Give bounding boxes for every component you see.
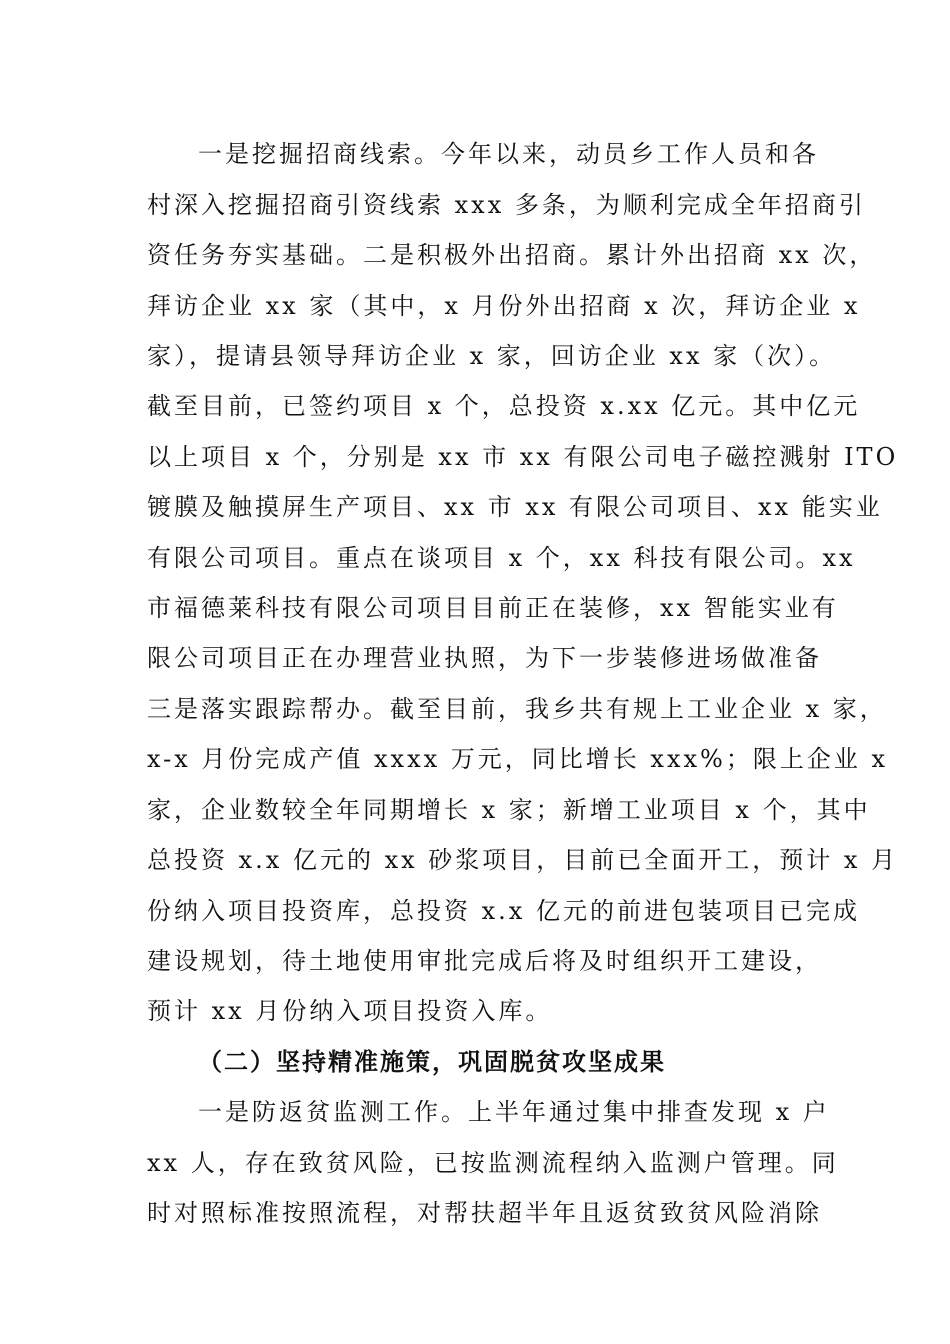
paragraph-line: 以上项目 x 个，分别是 xx 市 xx 有限公司电子磁控溅射 ITO	[147, 443, 899, 471]
paragraph-line: 一是防返贫监测工作。上半年通过集中排查发现 x 户	[198, 1098, 830, 1126]
paragraph-line: xx 人，存在致贫风险，已按监测流程纳入监测户管理。同	[147, 1149, 839, 1177]
paragraph-line: 市福德莱科技有限公司项目目前正在装修，xx 智能实业有	[147, 594, 839, 622]
paragraph-line: x-x 月份完成产值 xxxx 万元，同比增长 xxx%；限上企业 x	[147, 745, 888, 773]
paragraph-line: 有限公司项目。重点在谈项目 x 个，xx 科技有限公司。xx	[147, 544, 856, 572]
paragraph-line: 预计 xx 月份纳入项目投资入库。	[147, 997, 553, 1025]
paragraph-line: 三是落实跟踪帮办。截至目前，我乡共有规上工业企业 x 家，	[147, 695, 887, 723]
paragraph-line: 家，企业数较全年同期增长 x 家；新增工业项目 x 个，其中	[147, 796, 871, 824]
paragraph-line: 镀膜及触摸屏生产项目、xx 市 xx 有限公司项目、xx 能实业	[147, 493, 883, 521]
paragraph-line: 家），提请县领导拜访企业 x 家，回访企业 xx 家（次）。	[147, 342, 837, 370]
paragraph-line: 份纳入项目投资库，总投资 x.x 亿元的前进包装项目已完成	[147, 897, 860, 925]
paragraph-line: 村深入挖掘招商引资线索 xxx 多条，为顺利完成全年招商引	[147, 191, 866, 219]
paragraph-line: 拜访企业 xx 家（其中，x 月份外出招商 x 次，拜访企业 x	[147, 292, 861, 320]
paragraph-line: 时对照标准按照流程，对帮扶超半年且返贫致贫风险消除	[147, 1199, 822, 1227]
paragraph-line: 限公司项目正在办理营业执照，为下一步装修进场做准备	[147, 644, 822, 672]
section-heading: （二）坚持精准施策，巩固脱贫攻坚成果	[198, 1047, 666, 1076]
paragraph-line: 资任务夯实基础。二是积极外出招商。累计外出招商 xx 次，	[147, 241, 877, 269]
paragraph-line: 截至目前，已签约项目 x 个，总投资 x.xx 亿元。其中亿元	[147, 392, 861, 420]
paragraph-line: 一是挖掘招商线索。今年以来，动员乡工作人员和各	[198, 140, 819, 168]
paragraph-line: 总投资 x.x 亿元的 xx 砂浆项目，目前已全面开工，预计 x 月	[147, 846, 899, 874]
paragraph-line: 建设规划，待土地使用审批完成后将及时组织开工建设，	[147, 947, 822, 975]
